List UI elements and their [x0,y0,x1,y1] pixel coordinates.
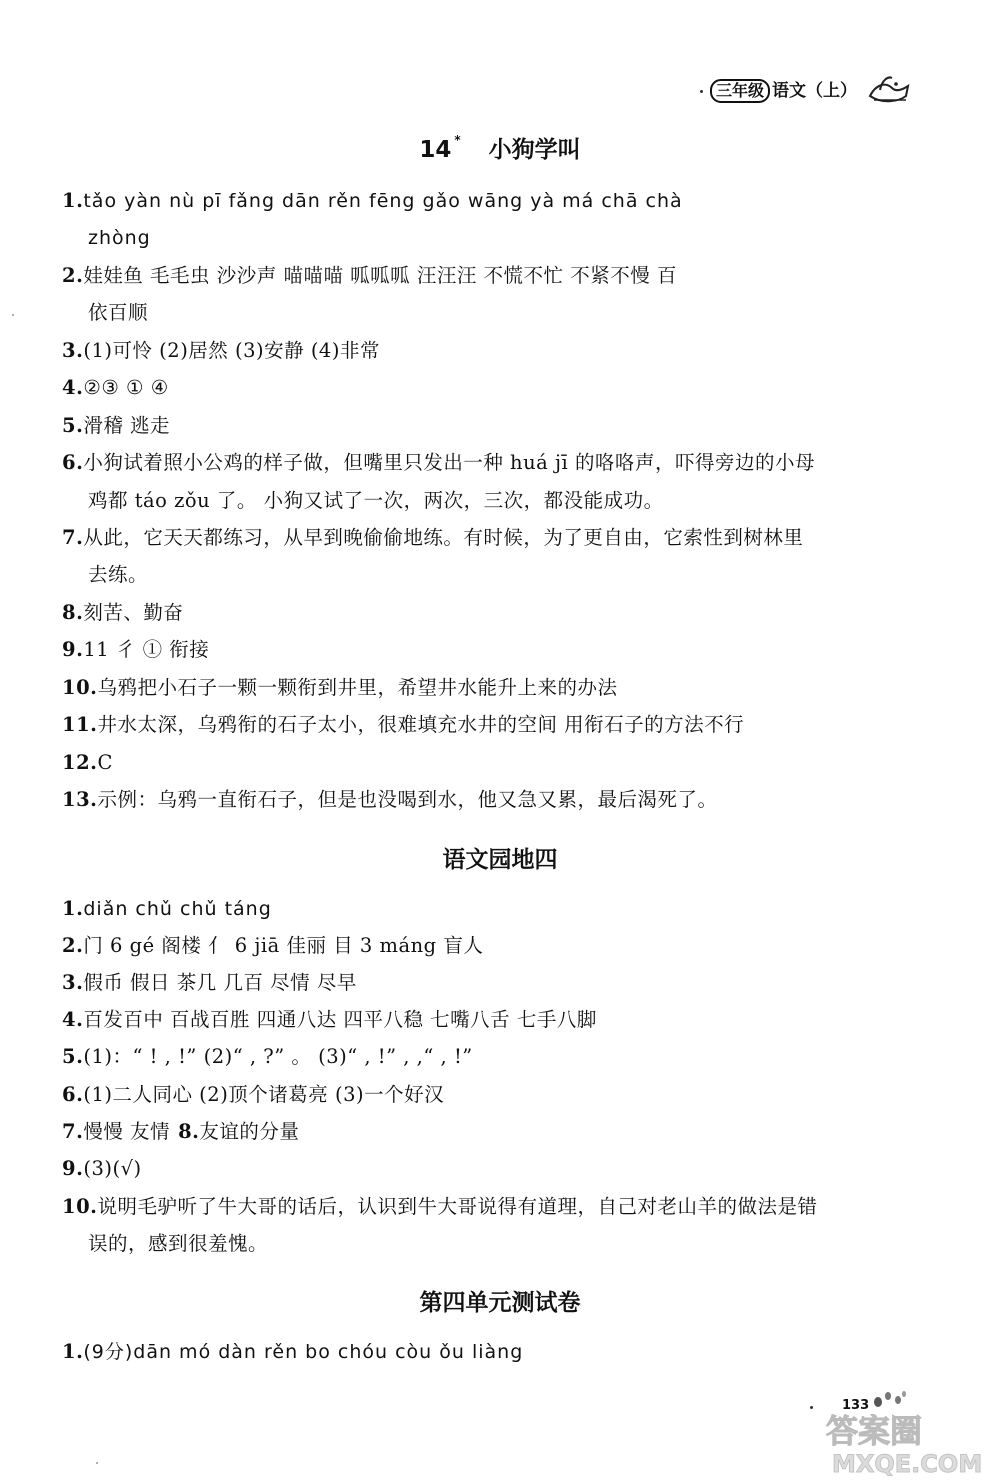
answer-item: 10.乌鸦把小石子一颗一颗衔到井里，希望井水能升上来的办法 [62,676,618,699]
answer-item: 4.②③ ① ④ [62,376,169,399]
answer-continuation: zhòng [88,227,151,249]
lesson-title: 小狗学叫 [488,137,581,163]
footer-dot [810,1406,813,1409]
answer-item: 6.小狗试着照小公鸡的样子做，但嘴里只发出一种 huá jī 的咯咯声，吓得旁边的小母 [62,451,815,474]
answer-item: 1.(9分)dān mó dàn rěn bo chóu còu ǒu liàng [62,1340,524,1363]
answer-item: 10.说明毛驴听了牛大哥的话后，认识到牛大哥说得有道理，自己对老山羊的做法是错 [62,1195,818,1218]
section-title-yuwen-yuandi: 语文园地四 [442,847,558,873]
answer-item: 13.示例：乌鸦一直衔石子，但是也没喝到水，他又急又累，最后渴死了。 [62,788,718,811]
answer-item: 5.滑稽 逃走 [62,414,171,437]
answer-item: 3.(1)可怜 (2)居然 (3)安静 (4)非常 [62,339,380,362]
answer-item: 7.慢慢 友情 8.友谊的分量 [62,1120,300,1143]
answer-continuation: 去练。 [88,563,149,586]
section-title-unit-test: 第四单元测试卷 [419,1290,581,1316]
answer-continuation: 误的，感到很羞愧。 [88,1232,269,1255]
lesson-number: 14 [419,137,452,163]
svg-text:MXQE.COM: MXQE.COM [832,1450,983,1478]
header-badge [710,78,857,104]
answer-item: 4.百发百中 百战百胜 四通八达 四平八稳 七嘴八舌 七手八脚 [62,1008,597,1031]
bird-mascot-icon [866,74,912,108]
answer-item: 2.娃娃鱼 毛毛虫 沙沙声 喵喵喵 呱呱呱 汪汪汪 不慌不忙 不紧不慢 百 [62,264,677,287]
optional-mark: * [454,133,461,148]
answer-item: 2.门 6 gé 阁楼 亻 6 jiā 佳丽 目 3 máng 盲人 [62,934,484,957]
section-title-lesson14 [0,131,1000,164]
answer-item: 1.diǎn chǔ chǔ táng [62,897,272,920]
answer-item: 6.(1)二人同心 (2)顶个诸葛亮 (3)一个好汉 [62,1083,445,1106]
answer-item: 5.(1)：“ ! , !” (2)“ , ?” 。 (3)“ , !” , ,“ , !” [62,1045,473,1068]
grade-label: 三年级 [710,79,770,103]
subject-label: 语文（上） [772,81,858,101]
paw-decoration-icon [870,1388,910,1410]
answer-continuation: 鸡都 táo zǒu 了。 小狗又试了一次，两次，三次，都没能成功。 [88,489,664,512]
answer-item: 3.假币 假日 茶几 几百 尽情 尽早 [62,971,357,994]
answer-item: 11.井水太深，乌鸦衔的石子太小，很难填充水井的空间 用衔石子的方法不行 [62,713,745,736]
running-header [700,74,915,108]
scan-speck [12,314,14,316]
header-dot [700,90,703,93]
watermark-logo [824,1408,994,1478]
answer-item: 9.11 彳 ① 衔接 [62,638,210,661]
answer-item: 8.刻苦、勤奋 [62,601,184,624]
answer-item: 7.从此，它天天都练习，从早到晚偷偷地练。有时候，为了更自由，它索性到树林里 [62,526,804,549]
scan-speck [96,1462,98,1464]
svg-text:答案圈: 答案圈 [826,1412,923,1450]
answer-continuation: 依百顺 [88,301,149,324]
answer-item: 9.(3)(√) [62,1157,142,1180]
answer-item: 1.tǎo yàn nù pī fǎng dān rěn fēng gǎo wāng yà má chā chà [62,189,683,212]
answer-item: 12.C [62,751,113,774]
page-number: 133 [842,1398,870,1413]
